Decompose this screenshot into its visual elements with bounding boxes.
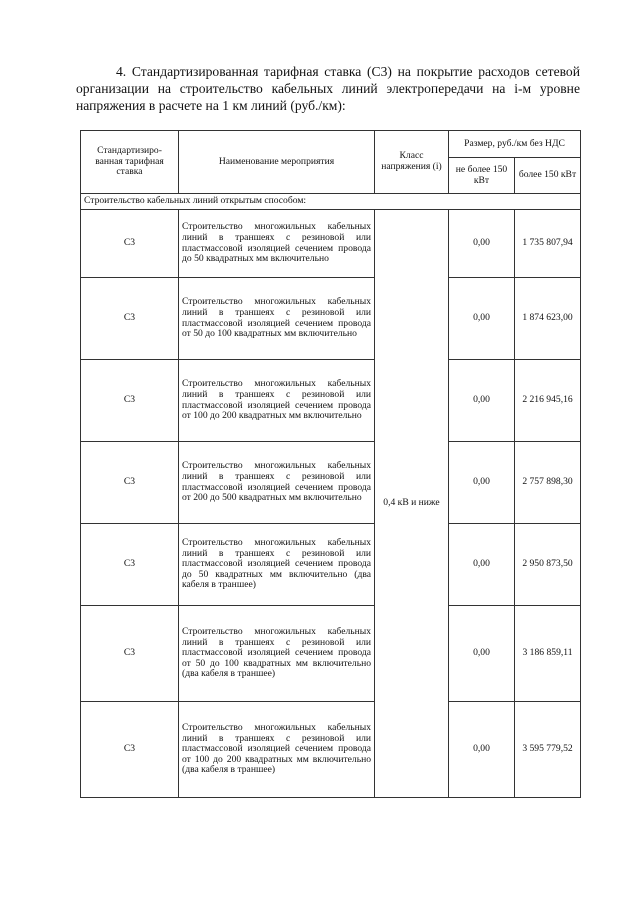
cell-rate: С3 xyxy=(81,360,179,442)
section-title: Строительство кабельных линий открытым способом: xyxy=(81,194,581,210)
cell-rate: С3 xyxy=(81,606,179,702)
cell-up-to-150: 0,00 xyxy=(449,360,515,442)
table-row xyxy=(81,606,581,702)
cell-up-to-150: 0,00 xyxy=(449,278,515,360)
header-over-150: более 150 кВт xyxy=(515,158,581,194)
cell-over-150: 3 595 779,52 xyxy=(515,702,581,798)
cell-over-150: 2 216 945,16 xyxy=(515,360,581,442)
cell-rate: С3 xyxy=(81,524,179,606)
header-up-to-150: не более 150 кВт xyxy=(449,158,515,194)
header-voltage: Класс напряжения (i) xyxy=(375,131,449,194)
cell-over-150: 1 874 623,00 xyxy=(515,278,581,360)
cell-up-to-150: 0,00 xyxy=(449,524,515,606)
header-name: Наименование мероприятия xyxy=(179,131,375,194)
table-row xyxy=(81,524,581,606)
cell-up-to-150: 0,00 xyxy=(449,210,515,278)
cell-name: Строительство многожильных кабельных линий в траншеях с резиновой или пластмассовой изоляцией сечением провода от 100 до 200 квадратных мм включительно (два кабеля в траншее) xyxy=(179,702,375,798)
cell-rate: С3 xyxy=(81,442,179,524)
cell-up-to-150: 0,00 xyxy=(449,606,515,702)
cell-rate: С3 xyxy=(81,278,179,360)
cell-name: Строительство многожильных кабельных линий в траншеях с резиновой или пластмассовой изоляцией сечением провода от 100 до 200 квадратных мм включительно xyxy=(179,360,375,442)
cell-name: Строительство многожильных кабельных линий в траншеях с резиновой или пластмассовой изоляцией сечением провода до 50 квадратных мм включительно xyxy=(179,210,375,278)
header-rate: Стандартизиро-ванная тарифная ставка xyxy=(81,131,179,194)
table-row xyxy=(81,360,581,442)
heading-paragraph: 4. Стандартизированная тарифная ставка (С3) на покрытие расходов сетевой организации на строительство кабельных линий электропередачи на i-м уровне напряжения в расчете на 1 км линий (руб./км): xyxy=(76,64,580,113)
header-size: Размер, руб./км без НДС xyxy=(449,131,581,158)
cell-over-150: 2 757 898,30 xyxy=(515,442,581,524)
table-row xyxy=(81,702,581,798)
tariff-table xyxy=(80,130,581,798)
cell-name: Строительство многожильных кабельных линий в траншеях с резиновой или пластмассовой изоляцией сечением провода от 50 до 100 квадратных мм включительно xyxy=(179,278,375,360)
table-row xyxy=(81,210,581,278)
cell-name: Строительство многожильных кабельных линий в траншеях с резиновой или пластмассовой изоляцией сечением провода от 200 до 500 квадратных мм включительно xyxy=(179,442,375,524)
cell-over-150: 3 186 859,11 xyxy=(515,606,581,702)
document-heading xyxy=(76,63,580,114)
cell-name: Строительство многожильных кабельных линий в траншеях с резиновой или пластмассовой изоляцией сечением провода до 50 квадратных мм включительно (два кабеля в траншее) xyxy=(179,524,375,606)
table-row xyxy=(81,278,581,360)
cell-over-150: 1 735 807,94 xyxy=(515,210,581,278)
table-row xyxy=(81,442,581,524)
cell-voltage: 0,4 кВ и ниже xyxy=(375,210,449,798)
cell-up-to-150: 0,00 xyxy=(449,442,515,524)
cell-rate: С3 xyxy=(81,702,179,798)
cell-over-150: 2 950 873,50 xyxy=(515,524,581,606)
cell-name: Строительство многожильных кабельных линий в траншеях с резиновой или пластмассовой изоляцией сечением провода от 50 до 100 квадратных мм включительно (два кабеля в траншее) xyxy=(179,606,375,702)
cell-rate: С3 xyxy=(81,210,179,278)
cell-up-to-150: 0,00 xyxy=(449,702,515,798)
